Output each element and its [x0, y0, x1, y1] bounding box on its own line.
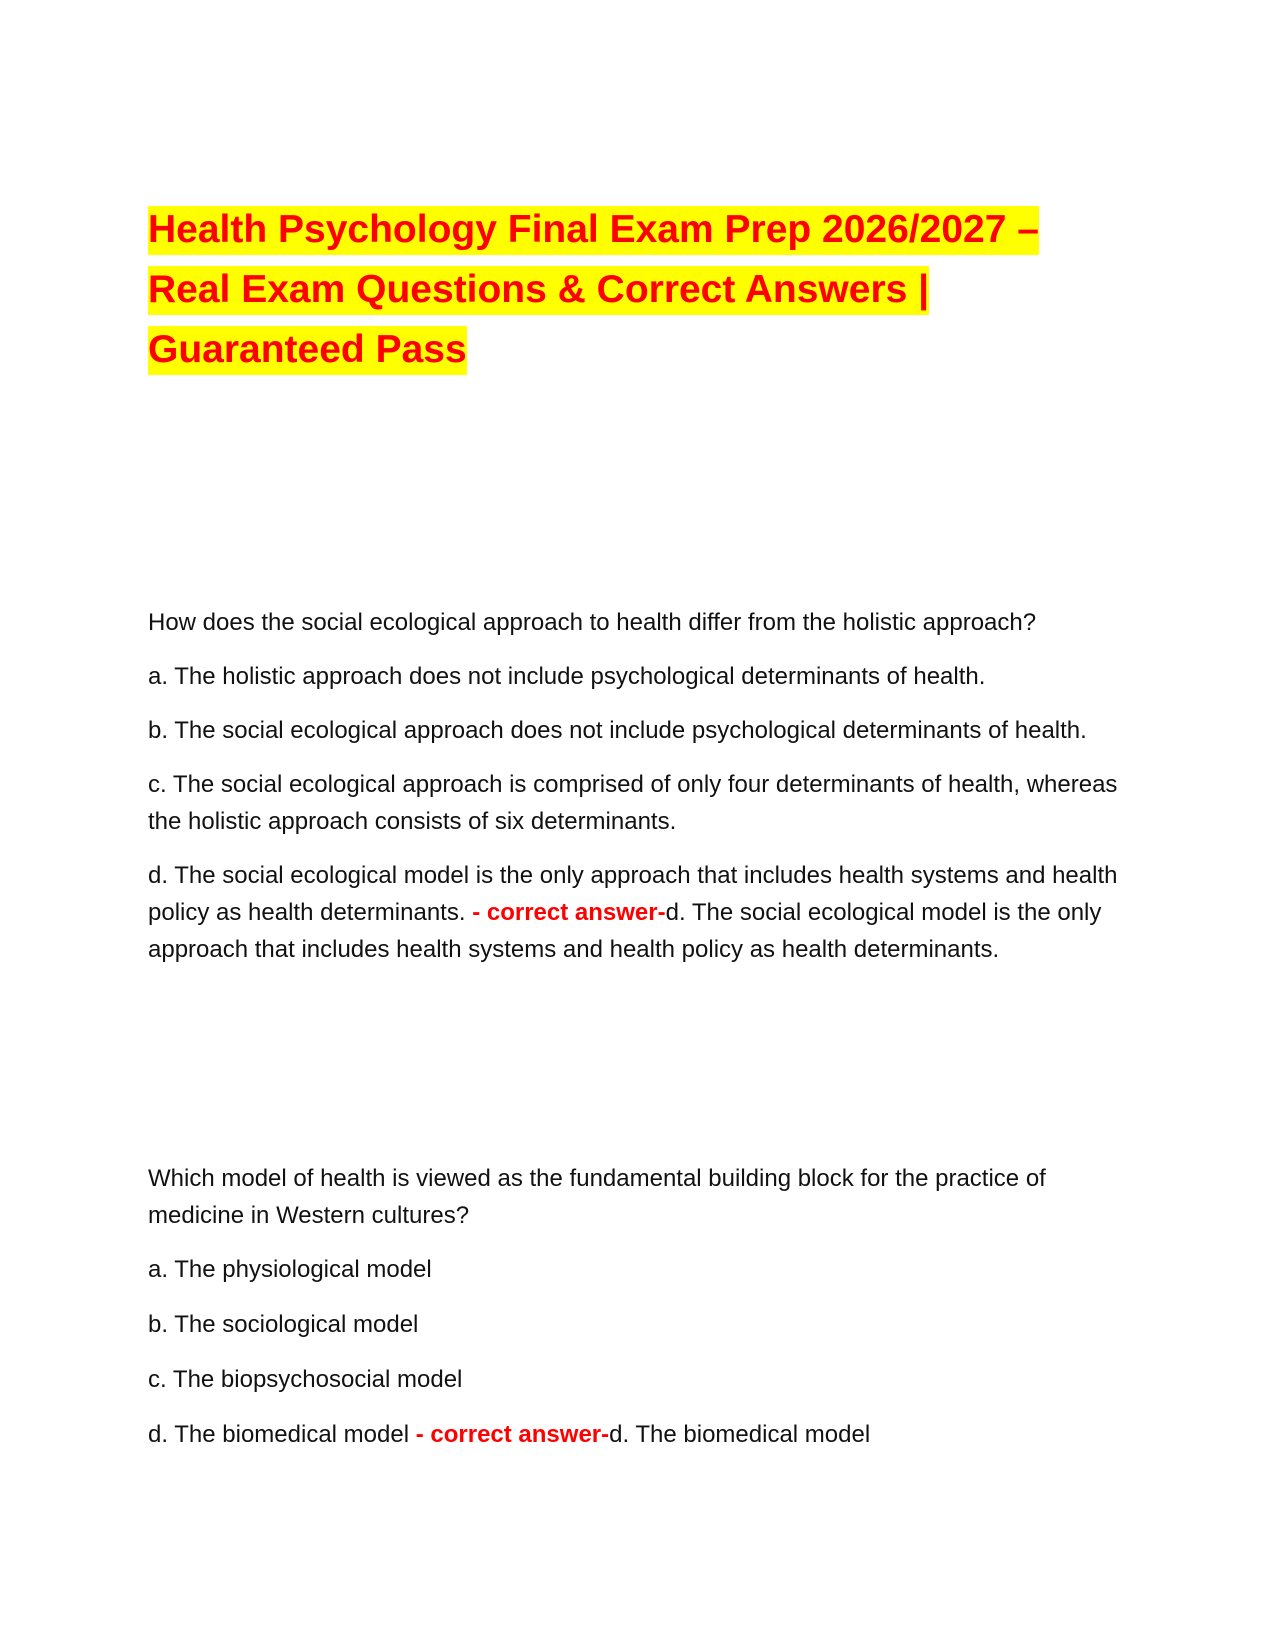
option-d: d. The social ecological model is the only approach that includes health systems and health policy as health determinants.: [148, 862, 1118, 926]
question-text: Which model of health is viewed as the fundamental building block for the practice of medicine in Western cultures?: [148, 1165, 1046, 1229]
option-d: d. The biomedical model: [148, 1421, 410, 1448]
correct-answer-text: d. The social ecological model is the only approach that includes health systems and health policy as health determinants.: [148, 899, 1102, 963]
option-d-with-answer: [148, 857, 1128, 968]
correct-answer-text: d. The biomedical model: [609, 1421, 871, 1448]
option-b: b. The sociological model: [148, 1311, 419, 1338]
option-b: b. The social ecological approach does not include psychological determinants of health.: [148, 717, 1087, 744]
option-d-with-answer: [148, 1416, 1128, 1453]
question-block-1: [148, 604, 1128, 985]
option-c: c. The biopsychosocial model: [148, 1366, 463, 1393]
option-a: a. The physiological model: [148, 1256, 432, 1283]
question-text: How does the social ecological approach to health differ from the holistic approach?: [148, 609, 1037, 636]
option-a: a. The holistic approach does not include psychological determinants of health.: [148, 663, 986, 690]
question-block-2: [148, 1160, 1128, 1471]
correct-answer-marker: - correct answer-: [415, 1421, 610, 1448]
title-line-2: Real Exam Questions & Correct Answers |: [148, 266, 929, 315]
title-line-3: Guaranteed Pass: [148, 326, 467, 375]
correct-answer-marker: - correct answer-: [472, 899, 666, 926]
title-line-1: Health Psychology Final Exam Prep 2026/2027 –: [148, 206, 1039, 255]
option-c: c. The social ecological approach is comprised of only four determinants of health, whereas the holistic approach consists of six determinants.: [148, 771, 1118, 835]
document-title: [148, 200, 1128, 380]
